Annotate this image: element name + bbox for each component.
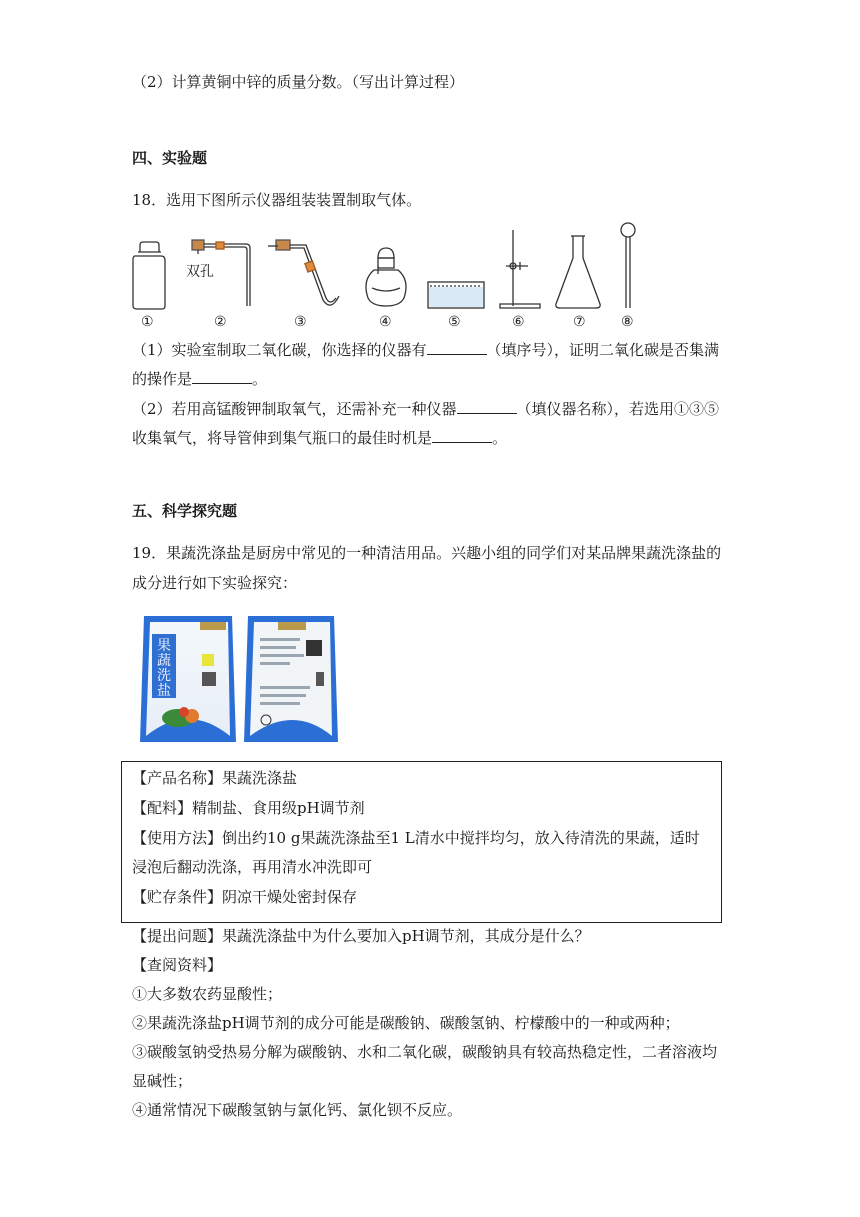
info-usage-line1: 【使用方法】倒出约10 g果蔬洗涤盐至1 L清水中搅拌均匀，放入待清洗的果蔬，适时: [132, 829, 700, 847]
apparatus-number: ②: [214, 314, 227, 330]
text: 。: [492, 429, 508, 447]
product-package-image: [138, 612, 348, 752]
section5-title: 五、科学探究题: [132, 502, 238, 520]
alcohol-lamp-drawing: [366, 248, 406, 306]
q19-ref4: ④通常情况下碳酸氢钠与氯化钙、氯化钡不反应。: [132, 1101, 463, 1119]
answer-blank[interactable]: [457, 399, 517, 414]
answer-blank[interactable]: [432, 428, 492, 443]
q18-part2-line1: [132, 399, 719, 419]
text: （2）若用高锰酸钾制取氧气，还需补充一种仪器: [132, 400, 457, 418]
q19-ref2: ②果蔬洗涤盐pH调节剂的成分可能是碳酸钠、碳酸氢钠、柠檬酸中的一种或两种；: [132, 1014, 680, 1032]
apparatus-number: ⑦: [573, 314, 586, 330]
answer-blank[interactable]: [192, 369, 252, 384]
package-char: 盐: [157, 683, 171, 699]
q19-stem-line2: 成分进行如下实验探究：: [132, 574, 298, 592]
bent-tube-drawing: [268, 240, 339, 305]
long-funnel-drawing: [621, 223, 635, 308]
package-char: 果: [157, 638, 171, 654]
q19-ref3-line2: 显碱性；: [132, 1072, 193, 1090]
gas-bottle-drawing: [133, 242, 165, 309]
q17-part2: （2）计算黄铜中锌的质量分数。（写出计算过程）: [132, 73, 465, 91]
apparatus-number: ⑥: [512, 314, 525, 330]
q19-stem-line1: 19．果蔬洗涤盐是厨房中常见的一种清洁用品。兴趣小组的同学们对某品牌果蔬洗涤盐的: [132, 544, 722, 562]
q19-question: 【提出问题】果蔬洗涤盐中为什么要加入pH调节剂，其成分是什么？: [132, 927, 590, 945]
info-ingredients: 【配料】精制盐、食用级pH调节剂: [132, 799, 365, 817]
q19-ref1: ①大多数农药显酸性；: [132, 985, 283, 1003]
q18-part2-line2: [132, 428, 507, 448]
info-product-name: 【产品名称】果蔬洗涤盐: [132, 769, 298, 787]
info-usage-line2: 浸泡后翻动洗涤，再用清水冲洗即可: [132, 858, 373, 876]
answer-blank[interactable]: [427, 340, 487, 355]
q18-part1-line2: [132, 369, 267, 389]
package-char: 洗: [157, 668, 171, 684]
q18-part1-line1: [132, 340, 719, 360]
apparatus-number: ①: [141, 314, 154, 330]
section4-title: 四、实验题: [132, 149, 208, 167]
apparatus-number: ⑧: [621, 314, 634, 330]
text: 。: [252, 370, 268, 388]
q19-ref3-line1: ③碳酸氢钠受热易分解为碳酸钠、水和二氧化碳，碳酸钠具有较高热稳定性，二者溶液均: [132, 1043, 718, 1061]
q19-reference-title: 【查阅资料】: [132, 956, 223, 974]
iron-stand-drawing: [500, 230, 540, 308]
hole-label: 双孔: [186, 264, 214, 280]
apparatus-number: ⑤: [448, 314, 461, 330]
text: 收集氧气，将导管伸到集气瓶口的最佳时机是: [132, 429, 433, 447]
water-trough-drawing: [428, 282, 484, 308]
text: （1）实验室制取二氧化碳，你选择的仪器有: [132, 341, 427, 359]
q18-stem: 18．选用下图所示仪器组装装置制取气体。: [132, 191, 422, 209]
apparatus-number: ③: [294, 314, 307, 330]
text: 的操作是: [132, 370, 193, 388]
package-front: [140, 616, 236, 742]
conical-flask-drawing: [556, 236, 600, 308]
info-storage: 【贮存条件】阴凉干燥处密封保存: [132, 888, 358, 906]
apparatus-number: ④: [379, 314, 392, 330]
text: （填仪器名称），若选用①③⑤: [516, 400, 720, 418]
apparatus-figure: [128, 218, 648, 333]
package-char: 蔬: [157, 653, 171, 669]
package-back: [244, 616, 338, 742]
text: （填序号），证明二氧化碳是否集满: [486, 341, 720, 359]
